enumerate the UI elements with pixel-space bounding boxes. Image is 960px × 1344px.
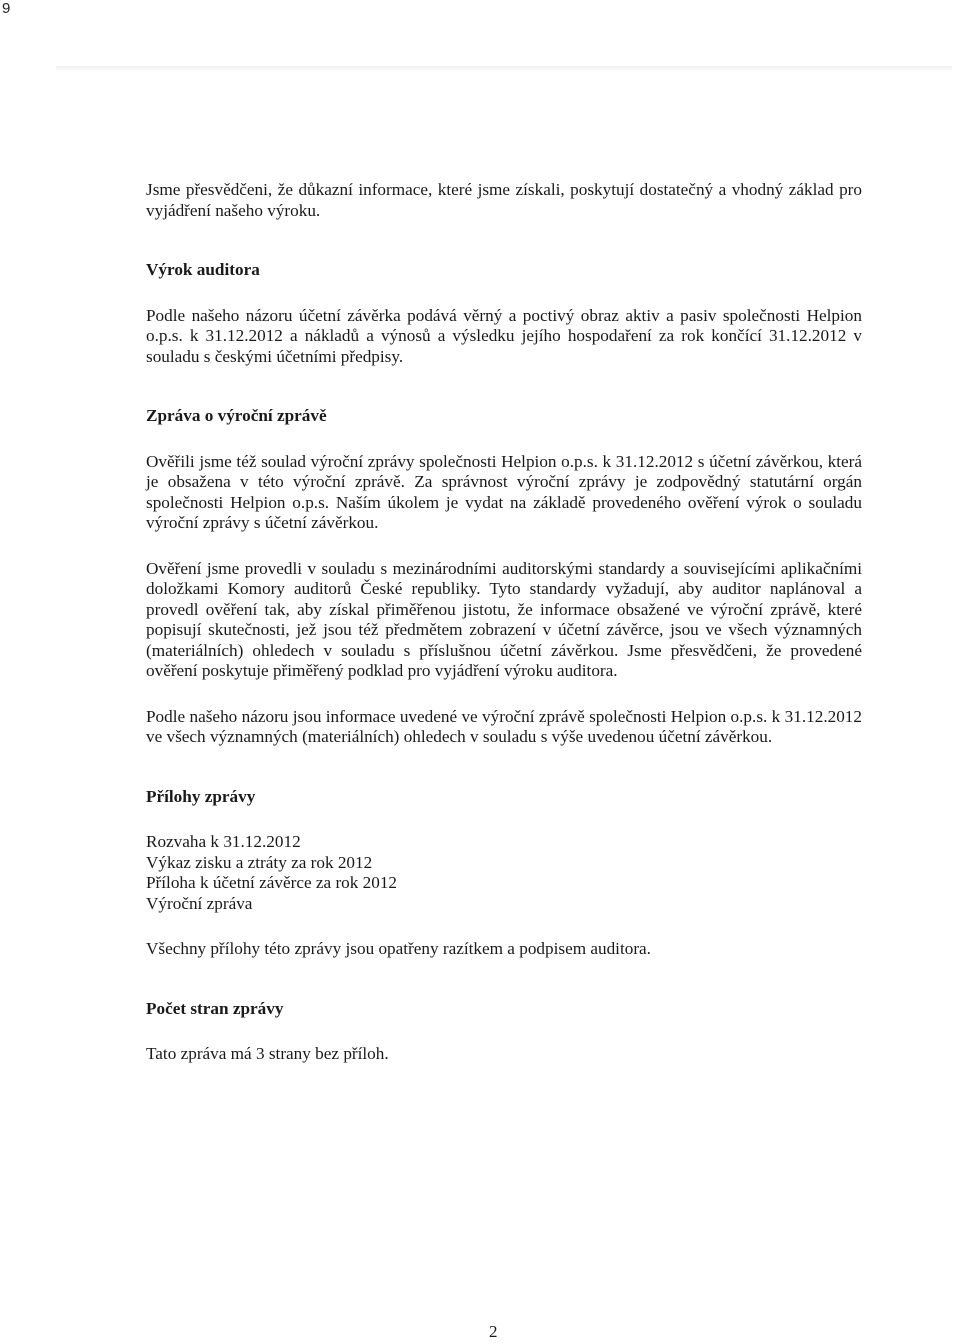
annual-report-heading: Zpráva o výroční zprávě: [146, 406, 327, 425]
report-body: [146, 180, 862, 1065]
attachment-item: Výroční zpráva: [146, 893, 253, 913]
attachment-item: Rozvaha k 31.12.2012: [146, 832, 301, 851]
intro-paragraph: Jsme přesvědčeni, že důkazní informace, které jsme získali, poskytují dostatečný a vhodný základ pro vyjádření našeho výroku.: [146, 180, 862, 220]
attachment-item: Příloha k účetní závěrce za rok 2012: [146, 873, 398, 892]
page-count-text: Tato zpráva má 3 strany bez příloh.: [146, 1044, 389, 1063]
footer-page-number: 2: [489, 1322, 498, 1341]
annual-report-paragraph-3: Podle našeho názoru jsou informace uvedené ve výroční zprávě společnosti Helpion o.p.s. k 31.12.2012 ve všech významných (materiálních) ohledech v souladu s výše uvedenou účetní závěrkou.: [146, 706, 862, 746]
opinion-heading: Výrok auditora: [146, 260, 260, 279]
annual-report-paragraph-1: Ověřili jsme též soulad výroční zprávy společnosti Helpion o.p.s. k 31.12.2012 s účetní závěrkou, která je obsažena v této výroční zprávě. Za správnost výroční zprávy je zodpovědný statutární orgán společnosti Helpion o.p.s. Naším úkolem je vydat na základě provedeného ověření výrok o souladu výroční zprávy s účetní závěrkou.: [146, 451, 862, 532]
attachments-note: Všechny přílohy této zprávy jsou opatřeny razítkem a podpisem auditora.: [146, 939, 651, 958]
scan-edge-shadow: [56, 66, 952, 72]
annual-report-paragraph-2: Ověření jsme provedli v souladu s mezinárodními auditorskými standardy a souvisejícími aplikačními doložkami Komory auditorů České republiky. Tyto standardy vyžadují, aby auditor naplánoval a provedl ověření tak, aby získal přiměřenou jistotu, že informace obsažené ve výroční zprávě, které popisují skutečnosti, jež jsou též předmětem zobrazení v účetní závěrce, jsou ve všech významných (materiálních) ohledech v souladu s příslušnou účetní závěrkou. Jsme přesvědčeni, že provedené ověření poskytuje přiměřený podklad pro vyjádření výroku auditora.: [146, 558, 862, 680]
attachments-heading: Přílohy zprávy: [146, 786, 256, 806]
attachment-item: Výkaz zisku a ztráty za rok 2012: [146, 852, 373, 872]
opinion-paragraph: Podle našeho názoru účetní závěrka podává věrný a poctivý obraz aktiv a pasiv společnosti Helpion o.p.s. k 31.12.2012 a nákladů a výnosů a výsledku jejího hospodaření za rok končící 31.12.2012 v souladu s českými účetními předpisy.: [146, 305, 862, 366]
page-count-heading: Počet stran zprávy: [146, 998, 284, 1018]
viewer-page-number: 9: [2, 0, 11, 17]
